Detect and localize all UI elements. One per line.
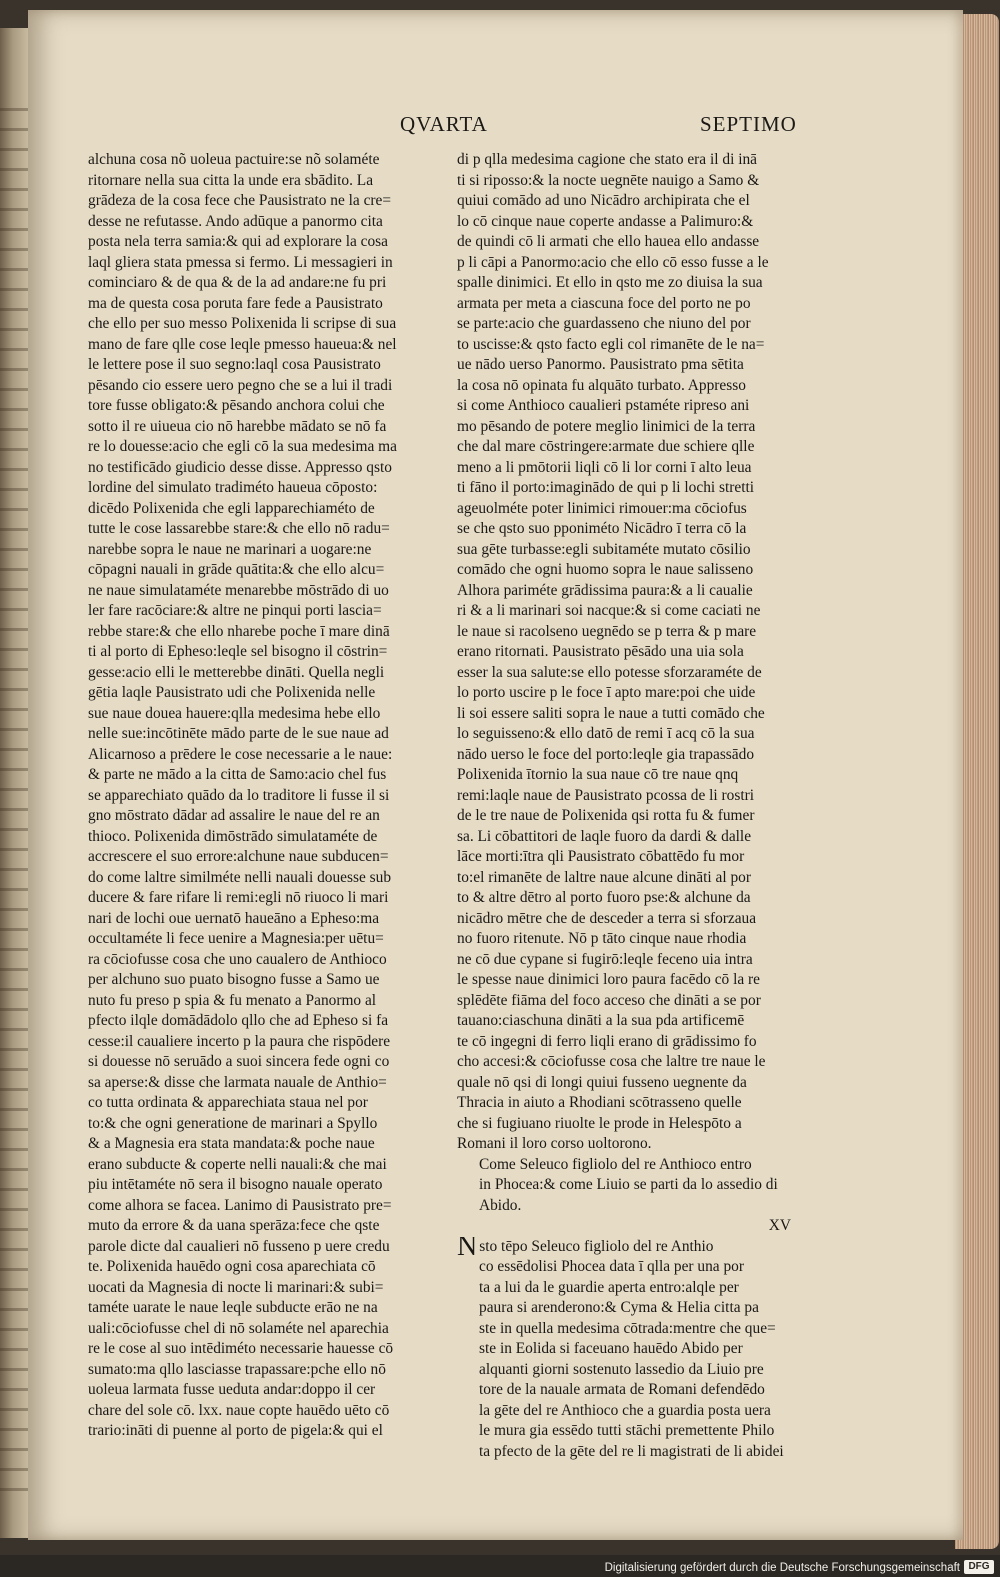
text-line: Polixenida ītornio la sua naue cō tre naue qnq <box>457 766 739 783</box>
facing-page-text-trace <box>0 948 30 951</box>
text-line: desse ne refutasse. Ando adūque a panormo cita <box>88 212 383 230</box>
facing-page-text-trace <box>0 548 30 551</box>
facing-page-text-trace <box>0 508 30 511</box>
facing-page-text-trace <box>0 1428 30 1431</box>
text-line: che ello per suo messo Polixenida li scripse di sua <box>88 315 397 332</box>
text-line: Alicarnoso a prēdere le cose necessarie a le naue: <box>88 745 393 763</box>
facing-page-text-trace <box>0 148 30 151</box>
facing-page-text-trace <box>0 1168 30 1171</box>
facing-page-text-trace <box>0 1468 30 1471</box>
text-line: rebbe stare:& che ello nharebe poche ī mare dinā <box>88 622 390 640</box>
text-line: ler fare racōciare:& altre ne pinqui porti lascia= <box>88 602 382 619</box>
text-line: lo seguisseno:& ello datō de remi ī acq cō la sua <box>457 725 755 742</box>
text-line: per alchuno suo puato bisogno fusse a Samo ue <box>88 971 380 988</box>
text-line: trario:ināti di puenne al porto de pigela:& qui el <box>88 1422 383 1439</box>
facing-page-text-trace <box>0 728 30 731</box>
facing-page-text-trace <box>0 868 30 871</box>
text-line: muto da errore & da uana sperāza:fece che qste <box>88 1217 380 1234</box>
facing-page-text-trace <box>0 668 30 671</box>
text-line: meno a li pmōtorii liqli cō li lor corni ī alto leua <box>457 458 752 476</box>
text-line: se che qsto suo pponiméto Nicādro ī terra cō la <box>457 520 747 537</box>
text-line: se apparechiato quādo da lo traditore li fusse il si <box>88 786 390 804</box>
facing-page-text-trace <box>0 228 30 231</box>
text-line: taméte uarate le naue leqle subducte erāo ne na <box>88 1299 378 1316</box>
facing-page-text-trace <box>0 1288 30 1291</box>
facing-page-text-trace <box>0 1048 30 1051</box>
facing-page-text-trace <box>0 1408 30 1411</box>
text-line: laql gliera stata pmessa si fermo. Li messagieri in <box>88 253 393 271</box>
facing-page-text-trace <box>0 308 30 311</box>
text-line: ageuolméte poter linimici rimouer:ma cōciofus <box>457 499 747 517</box>
facing-page-text-trace <box>0 328 30 331</box>
text-line: lo porto uscire p le foce ī apto mare:poi che uide <box>457 684 756 701</box>
text-line: gētia laqle Pausistrato udi che Polixenida nelle <box>88 684 376 701</box>
facing-page-text-trace <box>0 128 30 131</box>
facing-page-text-trace <box>0 168 30 171</box>
text-line: uoleua larmata fusse ueduta andar:doppo il cer <box>88 1381 376 1398</box>
facing-page-text-trace <box>0 248 30 251</box>
text-line: Abido. <box>479 1196 522 1214</box>
text-line: esser la sua salute:se ello potesse sforzaraméte de <box>457 663 762 681</box>
text-line: Romani il loro corso uoltorono. <box>457 1135 652 1152</box>
text-line: uali:cōciofusse chel di nō solaméte nel apareсhia <box>88 1319 389 1337</box>
facing-page-text-trace <box>0 348 30 351</box>
facing-page-text-trace <box>0 528 30 531</box>
facing-page-text-trace <box>0 408 30 411</box>
facing-page-text-trace <box>0 1028 30 1031</box>
facing-page-text-trace <box>0 788 30 791</box>
text-line: ste in Eolida si faceuano hauēdo Abido per <box>479 1340 743 1357</box>
facing-page-text-trace <box>0 1308 30 1311</box>
text-line: cōpagni nauali in grāde quātita:& che ello alcu= <box>88 561 385 578</box>
text-line: accrescere el suo errore:alchune naue subducen= <box>88 848 389 865</box>
text-line: chare del sole cō. lxx. naue copte hauēdo uēto cō <box>88 1401 390 1419</box>
text-line: nicādro mētre che de desceder a terra si sforzaua <box>457 909 757 927</box>
text-line: splēdēte fiāma del foco acceso che dināti a se por <box>457 991 761 1009</box>
digitization-footer <box>0 1555 1000 1577</box>
text-line: sotto il re uiueua cio nō harebbe mādato se nō fa <box>88 417 387 435</box>
text-line: sue naue doueа hauere:qlla medesima hebe ello <box>88 704 381 722</box>
text-line: tore de la nauale armata de Romani defendēdo <box>479 1381 765 1398</box>
facing-page-text-trace <box>0 428 30 431</box>
text-line: in Phocea:& come Liuio se parti da lo assedio di <box>479 1176 778 1193</box>
text-line: Thracia in aiuto a Rhodiani scōtrasseno quelle <box>457 1094 742 1111</box>
facing-page-text-trace <box>0 848 30 851</box>
text-line: gesse:acio elli le metterebbe dināti. Quella negli <box>88 663 385 681</box>
text-line: to:el rimanēte de laltre naue alcune dināti al por <box>457 868 752 886</box>
facing-page-text-trace <box>0 188 30 191</box>
running-head-center: QVARTA <box>400 112 488 136</box>
text-line: no testificādo giudicio desse disse. Appresso qsto <box>88 458 392 476</box>
facing-page-text-trace <box>0 1008 30 1011</box>
facing-page-text-trace <box>0 1448 30 1451</box>
facing-page-text-trace <box>0 768 30 771</box>
right-column-body <box>457 150 799 1155</box>
text-line: la cosa nō opinata fu alquāto turbato. Appresso <box>457 376 746 394</box>
text-line: do come laltre similméte nelli nauali douesse sub <box>88 868 392 886</box>
text-line: ta pfecto de la gēte del re li magistrati de li abidei <box>479 1442 784 1460</box>
facing-page-text-trace <box>0 628 30 631</box>
text-line: ti al porto di Epheso:leqle sel bisogno il cōstrin= <box>88 643 388 660</box>
text-line: mano de fare qlle cose leqle pmesso haueua:& nel <box>88 335 397 353</box>
text-line: spalle dinimici. Et ello in qsto me zo diuisa la sua <box>457 274 763 291</box>
text-line: ma de questa cosa poruta fare fede a Pausistrato <box>88 294 383 312</box>
text-line: to & altre dētro al porto fuoro pse:& alchune da <box>457 889 751 906</box>
facing-page-text-trace <box>0 268 30 271</box>
text-line: le lettere pose il suo segno:laql cosa Pausistrato <box>88 356 381 373</box>
text-line: che dal mare cōstringere:armate due schiere qlle <box>457 438 755 455</box>
text-line: thioco. Polixenida dimōstrādo simulataméte de <box>88 827 378 845</box>
text-line: p li cāpi a Panormo:acio che ello cō esso fusse a le <box>457 253 769 271</box>
facing-page-text-trace <box>0 468 30 471</box>
text-line: erano ritornati. Pausistrato pēsādo una uia sola <box>457 643 744 660</box>
chapter-body <box>457 1237 799 1463</box>
text-line: co tutta ordinata & apparechiata staua nel por <box>88 1094 368 1111</box>
text-line: tauano:ciaschuna dināti a la sua pda artificemē <box>457 1012 745 1029</box>
text-line: comādo che ogni huomo sopra le naue salisseno <box>457 561 754 578</box>
facing-page-text-trace <box>0 1188 30 1191</box>
text-line: re lo douesse:acio che egli cō la sua medesima ma <box>88 438 397 455</box>
text-line: ti si riposso:& la nocte uegnēte nauigo a Samo & <box>457 171 760 189</box>
facing-page-text-trace <box>0 608 30 611</box>
text-line: come alhora se facea. Lanimo di Pausistrato pre= <box>88 1196 392 1214</box>
text-line-content: sto tēpo Seleuco figliolo del re Anthio <box>479 1237 714 1255</box>
text-line: armata per meta a ciascuna foce del porto ne po <box>457 294 751 312</box>
text-line: sa. Li cōbattitori de laqle fuoro da dardi & dalle <box>457 827 752 845</box>
text-line: erano subducte & coperte nelli nauali:& che mai <box>88 1155 387 1173</box>
facing-page-text-trace <box>0 748 30 751</box>
text-line: lordine del simulato tradiméto haueua cōposto: <box>88 479 378 496</box>
facing-page-text-trace <box>0 808 30 811</box>
facing-page-text-trace <box>0 388 30 391</box>
text-line: che si fugiuano riuolte le prode in Helespōto a <box>457 1114 742 1132</box>
text-line: paura si arenderono:& Cyma & Helia citta pa <box>479 1299 759 1316</box>
text-line: la gēte del re Anthioco che a guardia posta uera <box>479 1401 771 1419</box>
facing-page-text-trace <box>0 928 30 931</box>
text-line: re le cose al suo intēdiméto necessarie hauesse cō <box>88 1340 394 1357</box>
text-line: si douesse nō seruādo a suoi sincera fede ogni co <box>88 1053 390 1070</box>
text-line: nari de lochi oue uernatō haueāno a Epheso:ma <box>88 909 380 927</box>
text-line: Come Seleuco figliolo del re Anthioco entro <box>479 1155 752 1173</box>
text-line: & parte ne mādo a la citta de Samo:acio chel fus <box>88 766 387 783</box>
text-line: piu intētaméte nō sera il bisogno nauale operato <box>88 1176 383 1193</box>
chapter-heading <box>457 1155 799 1217</box>
facing-page-text-trace <box>0 888 30 891</box>
facing-page-text-trace <box>0 568 30 571</box>
text-line: grādeza de la cosa fece che Pausistrato ne la cre= <box>88 192 392 209</box>
facing-page-text-trace <box>0 288 30 291</box>
facing-page-text-trace <box>0 648 30 651</box>
text-line: cesse:il caualiere incerto p la paura che rispōdere <box>88 1032 391 1050</box>
text-line: le spesse naue dinimici loro paura facēdo cō la re <box>457 971 760 988</box>
facing-page-text-trace <box>0 1228 30 1231</box>
text-line: ra cōciofusse cosa che uno caualero de Anthioco <box>88 950 387 968</box>
facing-page-text-trace <box>0 1068 30 1071</box>
text-line: tutte le cose lassarebbe stare:& che ello nō radu= <box>88 520 390 537</box>
text-line: quale nō qsi di longi quiui fusseno uegnente da <box>457 1073 747 1091</box>
dfg-logo: DFG <box>964 1560 994 1574</box>
text-line: no fuoro ritenute. Nō p tāto cinque naue rhodia <box>457 930 747 947</box>
facing-page-text-trace <box>0 448 30 451</box>
text-line: cho accesi:& cōciofusse cosa che laltre tre naue le <box>457 1053 766 1070</box>
text-line: sua gēte turbasse:egli subitaméte mutato cōsilio <box>457 540 751 558</box>
facing-page-text-trace <box>0 908 30 911</box>
text-line: le naue si racolseno uegnēdo se p terra & p mare <box>457 622 757 640</box>
text-line: nādo uerso le foce del porto:leqle gia trapassādo <box>457 745 755 763</box>
text-line: lo cō cinque naue coperte andasse a Palimuro:& <box>457 212 754 230</box>
text-line: ta a lui da le guardie aperta entro:alqle per <box>479 1278 739 1296</box>
text-line: to:& che ogni generatione de marinari a Spyllo <box>88 1114 378 1132</box>
facing-page-text-trace <box>0 1088 30 1091</box>
footer-credit: Digitalisierung gefördert durch die Deutsche Forschungsgemeinschaft <box>604 1562 960 1574</box>
text-line: remi:laqle naue de Pausistrato pcossa de li rostri <box>457 786 755 804</box>
text-line <box>457 1237 799 1258</box>
text-line: ne naue simulataméte menarebbe mōstrādo di uo <box>88 581 389 599</box>
text-line: posta nela terra samia:& qui ad explorare la cosa <box>88 233 388 250</box>
text-line: alquanti giorni sostenuto lassedio da Liuio pre <box>479 1360 764 1378</box>
facing-page-text-trace <box>0 588 30 591</box>
facing-page-text-trace <box>0 708 30 711</box>
text-line: & a Magnesia era stata mandata:& poche naue <box>88 1135 375 1152</box>
facing-page-text-trace <box>0 988 30 991</box>
text-line: te cō ingegni di ferro liqli erano di grādissimo fo <box>457 1032 757 1050</box>
text-line: sumato:ma qllo lasciasse trapassare:pche ello nō <box>88 1360 386 1378</box>
facing-page-text-trace <box>0 1108 30 1111</box>
text-line: dicēdo Polixenida che egli lapparechiaméto de <box>88 499 375 517</box>
text-line: ste in quella medesima cōtrada:mentre che que= <box>479 1319 776 1337</box>
facing-page-text-trace <box>0 1348 30 1351</box>
facing-page-text-trace <box>0 208 30 211</box>
text-line: to uscisse:& qsto facto egli col rimanēte de le na= <box>457 335 765 353</box>
text-line: ritornare nella sua citta la unde era sbādito. La <box>88 171 374 189</box>
text-line: ti fāno il porto:imaginādo de qui p li lochi stretti <box>457 479 755 496</box>
facing-page-text-trace <box>0 1128 30 1131</box>
facing-page-text-trace <box>0 1368 30 1371</box>
running-head-right: SEPTIMO <box>700 112 797 136</box>
text-line: se parte:acio che guardasseno che niuno del por <box>457 315 751 332</box>
text-line: li soi essere saliti sopra le naue a tutti comādo che <box>457 704 765 722</box>
text-line: Alhora pariméte grādissima paura:& a li caualie <box>457 581 753 599</box>
facing-page-text-trace <box>0 1208 30 1211</box>
chapter-number: XV <box>768 1217 791 1234</box>
text-line: de quindi cō li armati che ello hauea ello andasse <box>457 233 760 250</box>
text-line: le mura gia essēdo tutti stāchi premettente Philo <box>479 1422 775 1439</box>
text-line: lāce morti:ītra qli Pausistrato cōbattēdo fu mor <box>457 848 745 865</box>
facing-page-text-trace <box>0 1328 30 1331</box>
text-line: nuto fu preso p spia & fu menato a Panormo al <box>88 991 377 1009</box>
facing-page-text-trace <box>0 968 30 971</box>
right-text-column <box>457 150 799 1462</box>
facing-page-text-trace <box>0 1248 30 1251</box>
text-line: occultaméte li fece uenire a Magnesia:per uētu= <box>88 930 384 947</box>
facing-page-text-trace <box>0 368 30 371</box>
facing-page-text-trace <box>0 688 30 691</box>
text-line: quiui comādo ad uno Nicādro archipirata che el <box>457 192 750 209</box>
text-line: de le tre naue de Polixenida qsi rotta fu & fumer <box>457 807 755 824</box>
text-line: narebbe sopra le naue ne marinari a uogare:ne <box>88 540 372 558</box>
text-line: te. Polixenida hauēdo ogni cosa aparechiata cō <box>88 1258 376 1275</box>
facing-page-text-trace <box>0 1488 30 1491</box>
text-line: sa aperse:& disse che larmata nauale de Anthio= <box>88 1073 387 1091</box>
text-line: ue nādo uerso Panormo. Pausistrato pma sētita <box>457 356 744 373</box>
text-line: uocati da Magnesia di nocte li marinari:& subi= <box>88 1278 384 1296</box>
text-line: mo pēsando de potere meglio linimici de la terra <box>457 417 756 435</box>
text-line: si come Anthioco caualieri pstaméte ripreso ani <box>457 397 750 414</box>
text-line: tore fusse obligato:& pēsando anchora colui che <box>88 397 385 414</box>
facing-page-text-trace <box>0 488 30 491</box>
text-line: pēsando cio essere uero pegno che se a lui il tradi <box>88 376 393 394</box>
text-line: parole dicte dal caualieri nō fusseno p uere credu <box>88 1237 390 1255</box>
drop-initial: N <box>457 1236 478 1257</box>
text-line: co essēdolisi Phocea data ī qlla per una por <box>479 1258 744 1275</box>
facing-page-text-trace <box>0 108 30 111</box>
text-line: ducere & fare rifare li remi:egli nō riuoco li mari <box>88 889 389 906</box>
facing-page-text-trace <box>0 1388 30 1391</box>
text-line: alchuna cosa nõ uoleua pactuire:se nõ solaméte <box>88 151 380 168</box>
left-text-column <box>88 150 432 1442</box>
facing-page-text-trace <box>0 1268 30 1271</box>
text-line: ne cō due cypane si fugirō:leqle feceno uia intra <box>457 950 753 968</box>
facing-page-text-trace <box>0 828 30 831</box>
text-line: pfecto ilqle domādādolo qllo che ad Epheso si fa <box>88 1012 389 1029</box>
text-line: nelle sue:incōtinēte mādo parte de le sue naue ad <box>88 725 389 742</box>
text-line: di p qlla medesima cagione che stato era il di inā <box>457 151 758 168</box>
text-line: cominciaro & de qua & de la ad andare:ne fu pri <box>88 274 387 291</box>
text-line: gno mōstrato dādar ad assalire le naue del re an <box>88 807 380 824</box>
facing-page-text-trace <box>0 1148 30 1151</box>
text-line: ri & a li marinari soi nacque:& si come caciati ne <box>457 602 761 619</box>
